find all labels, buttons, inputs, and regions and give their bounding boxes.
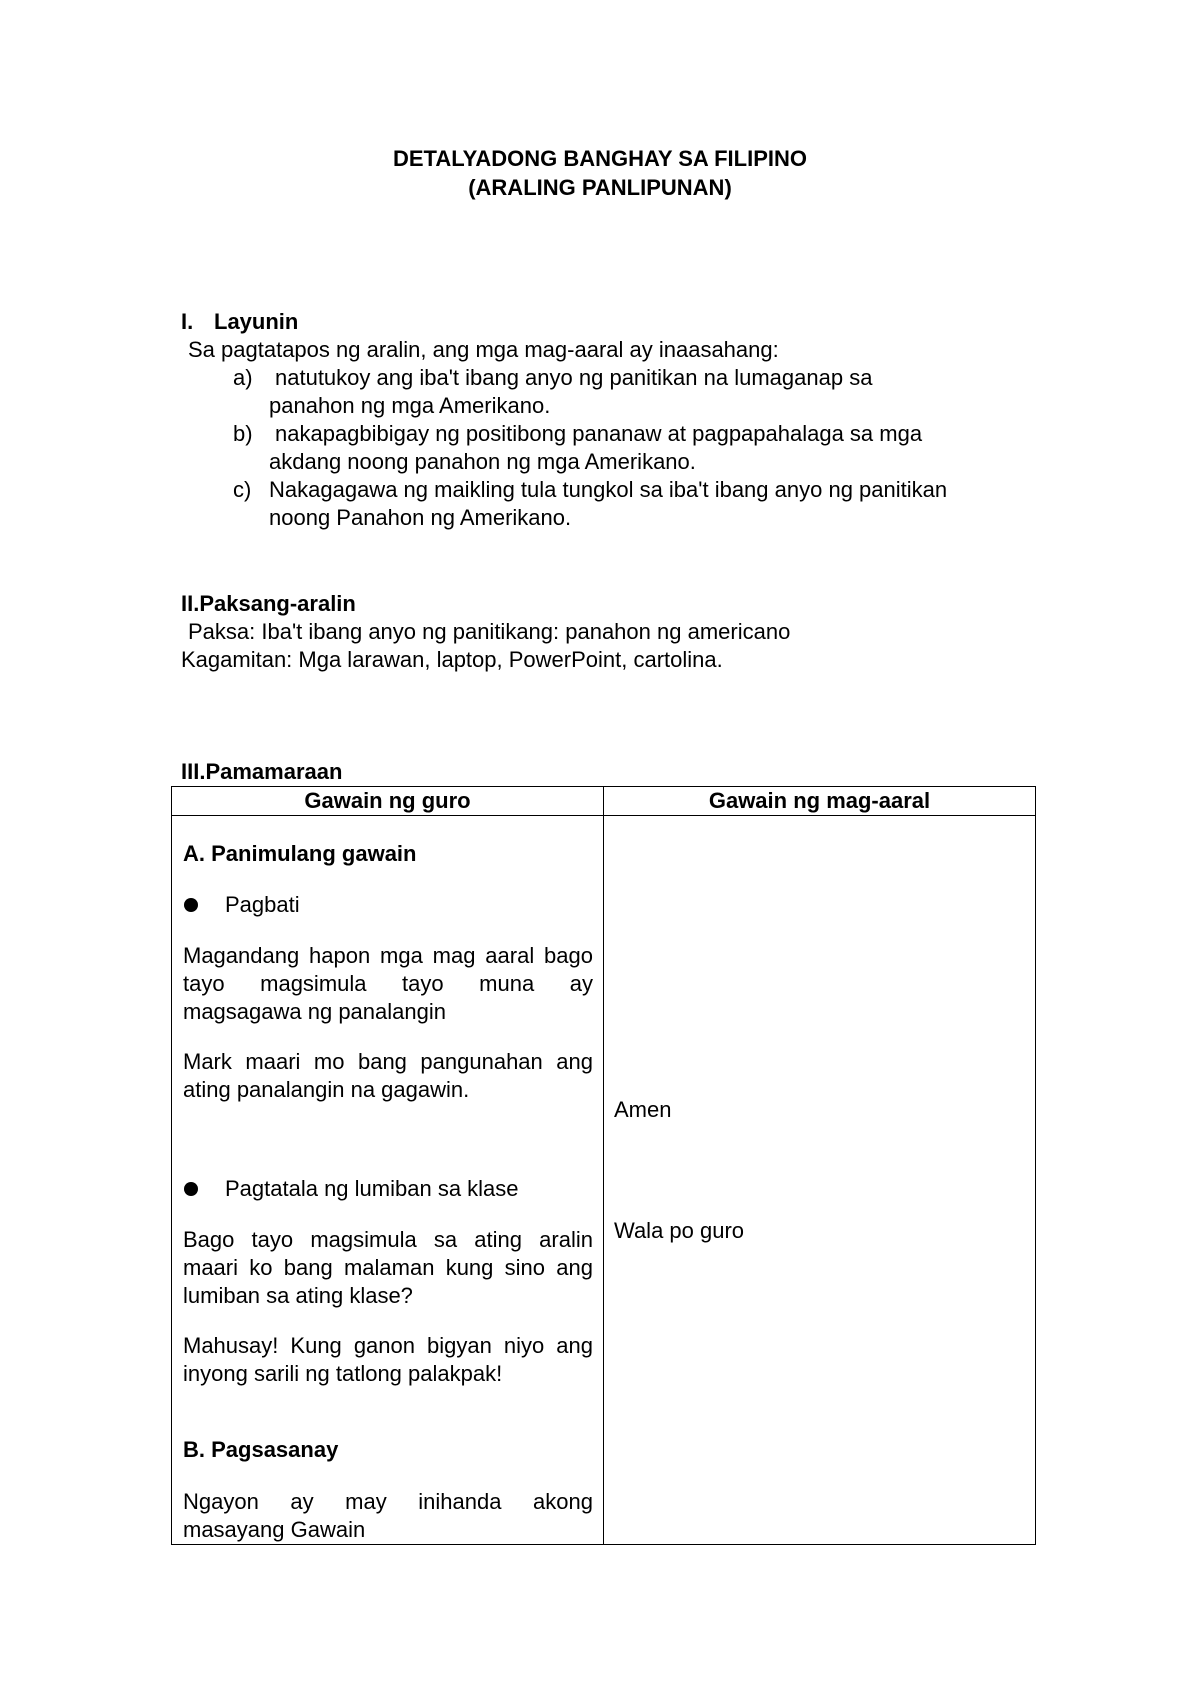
paragraph-praise: Mahusay! Kung ganon bigyan niyo ang inyong sarili ng tatlong palakpak! — [183, 1333, 593, 1386]
column-header-mag-aaral: Gawain ng mag-aaral — [604, 787, 1036, 816]
objective-text: akdang noong panahon ng mga Amerikano. — [269, 449, 696, 474]
section-b-heading: B. Pagsasanay — [183, 1437, 339, 1462]
section-layunin-number: I. — [181, 309, 194, 334]
kagamitan-line: Kagamitan: Mga larawan, laptop, PowerPoint, cartolina. — [181, 647, 723, 672]
bullet-icon — [184, 1182, 198, 1196]
section-paksang-aralin-heading: II.Paksang-aralin — [181, 591, 356, 616]
student-response-amen: Amen — [614, 1097, 672, 1122]
document-title: DETALYADONG BANGHAY SA FILIPINO — [393, 146, 807, 171]
objective-text: nakapagbibigay ng positibong pananaw at pagpapahalaga sa mga — [275, 421, 923, 446]
mag-aaral-cell — [604, 816, 1036, 1545]
bullet-attendance: Pagtatala ng lumiban sa klase — [225, 1176, 519, 1201]
objective-marker: a) — [233, 365, 253, 390]
student-response-absence: Wala po guro — [614, 1218, 745, 1243]
bullet-icon — [184, 898, 198, 912]
objective-text: natutukoy ang iba't ibang anyo ng panitikan na lumaganap sa — [275, 365, 873, 390]
section-pamamaraan-heading: III.Pamamaraan — [181, 759, 343, 784]
paragraph-absence-question: Bago tayo magsimula sa ating aralin maari ko bang malaman kung sino ang lumiban sa ating klase? — [183, 1227, 593, 1308]
objective-marker: b) — [233, 421, 253, 446]
bullet-pagbati: Pagbati — [225, 892, 300, 917]
document-subtitle: (ARALING PANLIPUNAN) — [468, 175, 732, 200]
paksa-line: Paksa: Iba't ibang anyo ng panitikang: panahon ng americano — [188, 619, 791, 644]
objective-marker: c) — [233, 477, 252, 502]
paragraph-prayer-request: Mark maari mo bang pangunahan ang ating panalangin na gagawin. — [183, 1049, 593, 1102]
guro-cell — [172, 816, 604, 1545]
objective-text: panahon ng mga Amerikano. — [269, 393, 551, 418]
section-a-heading: A. Panimulang gawain — [183, 841, 417, 866]
objective-text: noong Panahon ng Amerikano. — [269, 505, 572, 530]
table-header-row — [172, 787, 1036, 816]
layunin-intro: Sa pagtatapos ng aralin, ang mga mag-aaral ay inaasahang: — [188, 337, 779, 362]
section-layunin-heading: Layunin — [214, 309, 299, 334]
procedure-table — [171, 786, 1036, 1545]
objective-text: Nakagagawa ng maikling tula tungkol sa iba't ibang anyo ng panitikan — [269, 477, 948, 502]
column-header-guro: Gawain ng guro — [172, 787, 604, 816]
paragraph-activity-intro: Ngayon ay may inihanda akong masayang Gawain — [183, 1489, 593, 1542]
table-row — [172, 816, 1036, 1545]
paragraph-greeting: Magandang hapon mga mag aaral bago tayo magsimula tayo muna ay magsagawa ng panalangin — [183, 943, 593, 1024]
